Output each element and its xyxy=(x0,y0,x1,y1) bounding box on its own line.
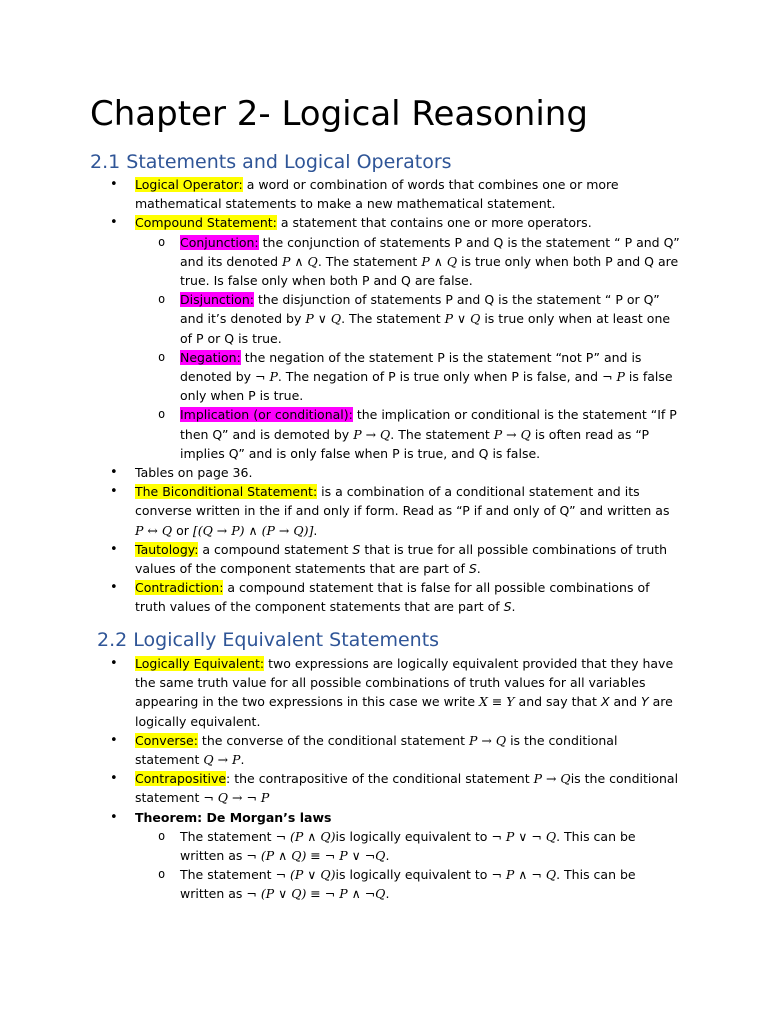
math-expression: P ∧ Q xyxy=(282,253,318,269)
definition-text: that is true for all possible combinations of truth values of the component statements that are part of xyxy=(135,541,668,577)
math-expression: P ∧ Q xyxy=(421,253,458,269)
definition-text: . This can be written as xyxy=(180,828,636,864)
definition-text: . xyxy=(511,599,516,615)
list-item-negation xyxy=(0,348,680,406)
term-biconditional: The Biconditional Statement: xyxy=(135,484,318,500)
math-expression: ¬ (P ∨ Q) xyxy=(275,867,336,883)
definition-text: . xyxy=(313,522,318,538)
definition-text: the implication or conditional is the statement “If P then Q” and is demoted by xyxy=(180,407,677,442)
term-tautology: Tautology: xyxy=(135,541,199,557)
definition-text: is false only when P is true. xyxy=(180,369,673,404)
definition-text: is logically equivalent to xyxy=(335,828,492,844)
definition-text: and say that xyxy=(514,694,601,710)
definition-text: a compound statement xyxy=(198,541,353,557)
term-contradiction: Contradiction: xyxy=(135,580,224,596)
bullet-icon: • xyxy=(110,177,118,192)
definition-text: . xyxy=(476,561,481,577)
list-item-disjunction xyxy=(0,290,680,348)
section-heading-statements-operators: 2.1 Statements and Logical Operators xyxy=(90,151,452,173)
definition-text: or xyxy=(172,522,193,538)
list-item-tables xyxy=(0,463,680,482)
definition-text: is true only when at least one of P or Q is true. xyxy=(180,311,671,346)
term-converse: Converse: xyxy=(135,732,198,748)
definition-text: is logically equivalent to xyxy=(335,867,492,883)
list-item-conjunction xyxy=(0,233,680,291)
sub-bullet-icon: o xyxy=(158,867,166,882)
definition-text: a compound statement that is false for all possible combinations of truth values of the component statements that are part of xyxy=(135,580,650,615)
math-expression: ¬ (P ∧ Q) xyxy=(275,828,336,844)
definition-text: The statement xyxy=(180,828,276,844)
math-expression: P → Q xyxy=(533,771,571,787)
definition-text: a word or combination of words that combines one or more mathematical statements to make a new mathematical statement. xyxy=(135,177,619,212)
term-logical-operator: Logical Operator: xyxy=(135,177,243,192)
bullet-icon: • xyxy=(110,465,118,481)
math-expression: [(Q → P) ∧ (P → Q)] xyxy=(192,522,314,538)
definition-text: is the conditional statement xyxy=(135,771,679,806)
tables-note: Tables on page 36. xyxy=(135,465,253,481)
variable-s: S xyxy=(468,561,477,577)
term-conjunction: Conjunction: xyxy=(180,234,259,250)
math-expression: P → Q xyxy=(493,426,531,442)
bullet-icon: • xyxy=(110,484,118,500)
sub-bullet-icon: o xyxy=(158,349,166,364)
definition-text: is often read as “P implies Q” and is only false when P is true, and Q is false. xyxy=(180,426,650,461)
math-expression: ¬ (P ∨ Q) ≡ ¬ P ∧ ¬Q xyxy=(246,886,386,902)
math-expression: P ∨ Q xyxy=(444,311,481,327)
variable-s: S xyxy=(352,541,361,557)
math-expression: P ↔ Q xyxy=(135,522,173,538)
definition-text: . The statement xyxy=(390,426,494,442)
term-logically-equivalent: Logically Equivalent: xyxy=(135,656,265,671)
definition-text: a statement that contains one or more operators. xyxy=(276,215,592,231)
definition-text: . The statement xyxy=(341,311,445,327)
definition-text: the converse of the conditional statement xyxy=(197,732,469,748)
list-item-logically-equivalent xyxy=(0,654,680,731)
list-item-compound-statement xyxy=(0,213,680,232)
variable-s: S xyxy=(503,599,512,615)
list-item-logical-operator xyxy=(0,175,680,213)
definition-text: two expressions are logically equivalent provided that they have the same truth value for all possible combinations of truth values for all variables appearing in the two expressions in this case we write xyxy=(135,656,674,710)
term-compound-statement: Compound Statement: xyxy=(135,215,277,231)
definition-text: is a combination of a conditional statement and its converse written in the if and only if form. Read as “P if and only of Q” and written as xyxy=(135,484,670,519)
term-disjunction: Disjunction: xyxy=(180,292,254,308)
bullet-icon: • xyxy=(110,656,118,671)
variable-y: Y xyxy=(640,694,649,710)
sub-bullet-icon: o xyxy=(158,292,166,307)
list-item-contrapositive xyxy=(0,769,680,807)
sub-bullet-icon: o xyxy=(158,234,166,249)
math-expression: ¬ Q → ¬ P xyxy=(203,790,270,806)
definition-text: the negation of the statement P is the statement “not P” and is denoted by xyxy=(180,349,642,385)
definition-text: . xyxy=(385,886,390,902)
list-item-theorem xyxy=(0,808,680,827)
definition-text: . The negation of P is true only when P is false, and xyxy=(277,369,603,385)
definition-text: the conjunction of statements P and Q is the statement “ P and Q” and its denoted xyxy=(180,234,680,269)
definition-text: . This can be written as xyxy=(180,867,636,902)
math-expression: P → Q xyxy=(469,732,507,748)
theorem-title: Theorem: De Morgan’s laws xyxy=(135,809,332,825)
math-expression: ¬ P xyxy=(602,369,625,385)
list-item-de-morgan-2 xyxy=(0,865,680,903)
definition-text: and xyxy=(609,694,641,710)
section-2-list xyxy=(0,654,700,904)
definition-text: . xyxy=(240,752,245,768)
list-item-implication xyxy=(0,405,680,463)
term-negation: Negation: xyxy=(180,349,241,365)
math-expression: P → Q xyxy=(353,426,391,442)
definition-text: is true only when both P and Q are true. Is false only when both P and Q are false. xyxy=(180,253,679,289)
math-expression: P ∨ Q xyxy=(305,311,342,327)
bullet-icon: • xyxy=(110,215,118,231)
bullet-icon: • xyxy=(110,809,118,825)
term-implication: Implication (or conditional): xyxy=(180,407,353,423)
definition-text: is the conditional statement xyxy=(135,732,618,768)
math-expression: ¬ P ∨ ¬ Q xyxy=(491,828,557,844)
section-1-list xyxy=(0,175,700,617)
list-item-de-morgan-1 xyxy=(0,827,680,865)
definition-text: : the contrapositive of the conditional statement xyxy=(226,771,534,787)
list-item-biconditional xyxy=(0,482,680,540)
definition-text: are logically equivalent. xyxy=(135,694,673,729)
bullet-icon: • xyxy=(110,771,118,787)
math-expression: Q → P xyxy=(203,752,241,768)
variable-x: X xyxy=(600,694,610,710)
sub-bullet-icon: o xyxy=(158,407,166,422)
bullet-icon: • xyxy=(110,580,118,596)
math-expression: ¬ P xyxy=(255,369,278,385)
bullet-icon: • xyxy=(110,732,118,748)
math-expression: ¬ P ∧ ¬ Q xyxy=(491,867,557,883)
definition-text: . xyxy=(385,848,390,864)
sub-bullet-icon: o xyxy=(158,828,166,843)
list-item-converse xyxy=(0,731,680,769)
definition-text: The statement xyxy=(180,867,276,883)
list-item-contradiction xyxy=(0,578,680,616)
definition-text: the disjunction of statements P and Q is the statement “ P or Q” and it’s denoted by xyxy=(180,292,660,327)
math-expression: X ≡ Y xyxy=(478,694,515,710)
term-contrapositive: Contrapositive xyxy=(135,771,227,787)
definition-text: . The statement xyxy=(317,253,422,269)
math-expression: ¬ (P ∧ Q) ≡ ¬ P ∨ ¬Q xyxy=(246,848,386,864)
list-item-tautology xyxy=(0,540,680,578)
bullet-icon: • xyxy=(110,541,118,557)
section-heading-logically-equivalent: 2.2 Logically Equivalent Statements xyxy=(97,629,440,651)
chapter-title: Chapter 2- Logical Reasoning xyxy=(90,94,588,134)
